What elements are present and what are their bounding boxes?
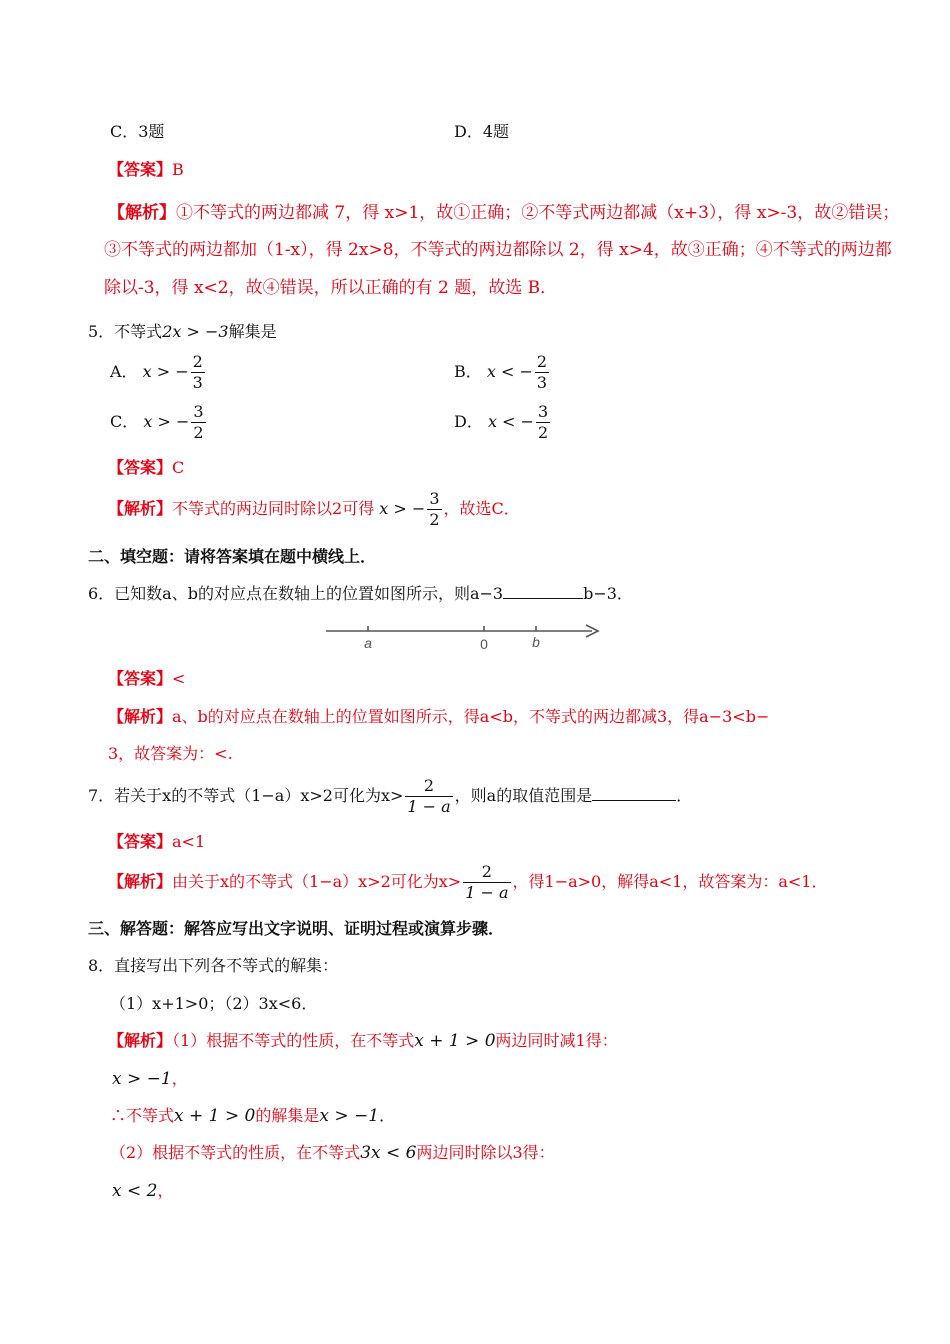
analysis-end: ． — [379, 1106, 396, 1125]
q6-analysis-line-1 — [108, 706, 769, 728]
option-label: D． — [454, 412, 483, 431]
q5-stem-suffix: 解集是 — [228, 322, 277, 341]
fraction-numerator: 2 — [463, 862, 510, 883]
answer-tag: 【答案】 — [108, 458, 173, 477]
q7-stem-b: ，则a的取值范围是 — [454, 786, 593, 805]
fraction-denominator: 3 — [536, 373, 548, 392]
option-fraction — [191, 402, 205, 443]
analysis-math: x < 2 — [112, 1181, 158, 1201]
answer-value: a<1 — [172, 832, 206, 851]
q8-analysis-line-3 — [110, 1105, 395, 1127]
analysis-end: 两边同时减1得： — [495, 1031, 618, 1050]
analysis-text: 不等式的两边同时除以2可得 — [172, 499, 375, 518]
fraction-numerator: 3 — [429, 489, 440, 508]
answer-tag: 【答案】 — [108, 160, 173, 179]
q7-fraction — [405, 776, 452, 817]
analysis-text: ①不等式的两边都减 7，得 x>1，故①正确；②不等式两边都减（x+3），得 x>-3，故②错误； — [176, 203, 900, 223]
option-expr: x < − — [486, 362, 533, 381]
answer-blank[interactable] — [592, 784, 676, 801]
fraction-numerator: 2 — [192, 352, 203, 371]
q5-option-c — [110, 402, 208, 443]
q4-option-d: D．4题 — [454, 122, 510, 141]
q6-stem-b: b−3． — [583, 584, 633, 603]
answer-tag: 【答案】 — [108, 669, 173, 688]
analysis-math-2: x > −1 — [319, 1106, 380, 1126]
option-expr: x < − — [487, 412, 534, 431]
option-fraction — [191, 352, 205, 393]
q8-analysis-line-2 — [112, 1068, 188, 1090]
option-expr: x > − — [142, 362, 189, 381]
section-2-title: 二、填空题：请将答案填在题中横线上． — [88, 547, 377, 566]
fraction-denominator: 1 − a — [407, 797, 451, 816]
option-label: A． — [110, 362, 138, 381]
analysis-end: ，得1−a>0，解得a<1，故答案为：a<1． — [512, 872, 828, 891]
fraction-numerator: 3 — [537, 402, 549, 421]
answer-value: C — [172, 458, 185, 477]
q8-analysis-line-4 — [110, 1142, 555, 1164]
tick-label-0: 0 — [480, 636, 488, 652]
q5-option-b — [454, 352, 551, 393]
q7-answer — [108, 831, 205, 853]
analysis-expr: x > − — [379, 499, 426, 518]
q8-analysis-line-1 — [108, 1030, 618, 1052]
analysis-text-mid: 的解集是 — [255, 1106, 320, 1125]
analysis-text: ∴不等式 — [110, 1106, 175, 1125]
q5-stem-prefix: 5．不等式 — [88, 322, 163, 341]
q5-answer — [108, 457, 184, 479]
fraction-denominator: 2 — [193, 423, 204, 442]
analysis-math: x + 1 > 0 — [174, 1106, 256, 1126]
q6-answer — [108, 668, 185, 690]
q4-answer — [108, 159, 184, 181]
q7-stem-a: 7．若关于x的不等式（1−a）x>2可化为x> — [88, 786, 404, 805]
answer-value: < — [172, 669, 186, 688]
option-label: C． — [110, 412, 139, 431]
analysis-end: ， — [157, 1181, 174, 1200]
q6-stem — [88, 582, 633, 605]
analysis-text: a、b的对应点在数轴上的位置如图所示，得a<b，不等式的两边都减3，得a−3<b− — [172, 707, 770, 726]
option-label: B． — [454, 362, 482, 381]
q5-stem-math: 2x > −3 — [162, 322, 229, 341]
analysis-math: x > −1 — [112, 1069, 172, 1089]
analysis-math: x + 1 > 0 — [414, 1031, 496, 1051]
option-fraction — [536, 402, 550, 443]
analysis-end: 两边同时除以3得： — [416, 1143, 555, 1162]
q7-stem — [88, 776, 692, 817]
analysis-fraction — [427, 489, 441, 530]
q5-option-a — [110, 352, 207, 393]
fraction-denominator: 2 — [537, 423, 549, 442]
analysis-text: （2）根据不等式的性质，在不等式 — [110, 1143, 361, 1162]
q4-option-c: C．3题 — [110, 122, 165, 141]
fraction-numerator: 2 — [536, 352, 548, 371]
q4-analysis-line-1 — [108, 202, 899, 224]
analysis-tag: 【解析】 — [108, 203, 176, 223]
analysis-tag: 【解析】 — [108, 872, 173, 891]
q7-analysis — [108, 862, 827, 903]
q4-analysis-line-3: 除以-3，得 x<2，故④错误，所以正确的有 2 题，故选 B． — [104, 278, 558, 298]
q8-stem: 8．直接写出下列各不等式的解集： — [88, 956, 339, 975]
q5-analysis — [108, 489, 520, 530]
fraction-numerator: 2 — [405, 776, 452, 797]
fraction-denominator: 1 − a — [465, 883, 509, 902]
analysis-tag: 【解析】 — [108, 707, 173, 726]
q6-analysis-line-2: 3，故答案为：<. — [108, 744, 233, 763]
option-expr: x > − — [143, 412, 190, 431]
analysis-end: ， — [171, 1069, 188, 1088]
q8-subquestions: （1）x+1>0；（2）3x<6． — [110, 994, 318, 1013]
option-fraction — [535, 352, 549, 393]
analysis-end: ，故选C． — [443, 499, 520, 518]
analysis-text: 由关于x的不等式（1−a）x>2可化为x> — [172, 872, 462, 891]
q5-option-d — [454, 402, 552, 443]
analysis-text: （1）根据不等式的性质，在不等式 — [172, 1031, 415, 1050]
q4-analysis-line-2: ③不等式的两边都加（1-x），得 2x>8，不等式的两边都除以 2，得 x>4，故③正确；④不等式的两边都 — [104, 240, 892, 260]
answer-tag: 【答案】 — [108, 832, 173, 851]
tick-label-b: b — [532, 634, 540, 650]
q6-stem-a: 6．已知数a、b的对应点在数轴上的位置如图所示，则a−3 — [88, 584, 504, 603]
q8-analysis-line-5 — [112, 1180, 173, 1202]
number-line — [320, 618, 610, 654]
answer-value: B — [172, 160, 184, 179]
fraction-numerator: 3 — [193, 402, 204, 421]
q7-stem-c: ． — [676, 786, 693, 805]
section-3-title: 三、解答题：解答应写出文字说明、证明过程或演算步骤． — [88, 919, 505, 938]
analysis-fraction — [463, 862, 510, 903]
answer-blank[interactable] — [503, 582, 583, 599]
fraction-denominator: 2 — [429, 510, 440, 529]
analysis-tag: 【解析】 — [108, 1031, 173, 1050]
q5-stem — [88, 321, 277, 343]
analysis-math: 3x < 6 — [360, 1143, 417, 1163]
fraction-denominator: 3 — [192, 373, 203, 392]
analysis-tag: 【解析】 — [108, 499, 173, 518]
tick-label-a: a — [364, 635, 372, 651]
